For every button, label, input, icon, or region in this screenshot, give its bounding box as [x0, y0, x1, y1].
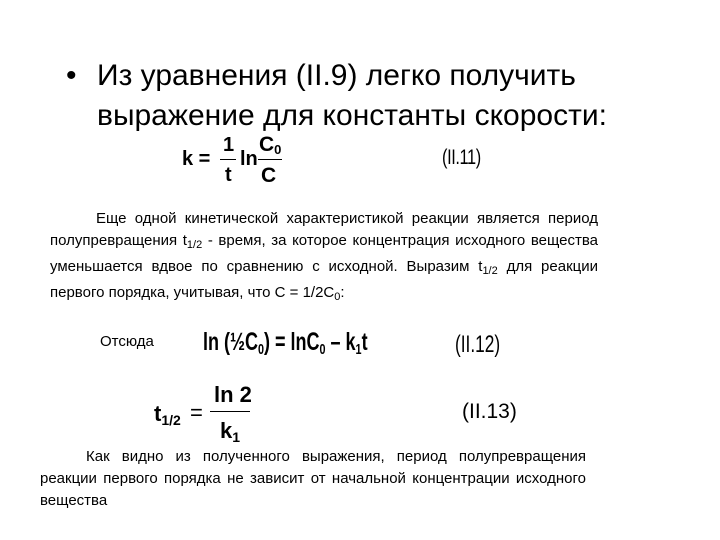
- formula-ii-12: $\ln (\frac{1}{2}C_0) = \ln C_0 - k_1t$: [203, 328, 368, 358]
- formula-11-frac1-denominator: t: [225, 164, 232, 186]
- fraction-bar: [258, 159, 282, 160]
- formula-11-frac2-numerator: $C_0$: [259, 133, 282, 157]
- bullet-marker: •: [66, 59, 77, 92]
- paragraph-half-life-definition: Еще одной кинетической характеристикой реакции является период полупревращения $t_{1/2}$ - время, за которое концентрация исходного вещества уменьшается вдвое по сравнению с исходной. Выразим $t_{1/2}$ для реакции первого порядка, учитывая, что $C = 1/2C_0$:: [50, 210, 598, 303]
- formula-13-lhs: $t_{1/2}$: [154, 401, 181, 428]
- equation-number-ii-11: (II.11): [442, 146, 481, 169]
- formula-ii-11: [170, 128, 310, 192]
- formula-ii-13: [150, 378, 280, 448]
- formula-13-numerator: ln 2: [214, 382, 252, 407]
- formula-11-ln: ln: [240, 148, 258, 170]
- paragraph-conclusion: Как видно из полученного выражения, период полупревращения реакции первого порядка не зависит от начальной концентрации исходного вещества: [40, 448, 586, 509]
- fraction-bar: [220, 159, 236, 160]
- fraction-bar: [210, 411, 250, 412]
- formula-13-equals: =: [190, 400, 203, 425]
- equation-number-ii-12: (II.12): [455, 331, 501, 358]
- label-otsyuda: Отсюда: [100, 333, 154, 350]
- formula-11-frac1-numerator: 1: [223, 134, 235, 156]
- slide-heading: Из уравнения (II.9) легко получить выражение для константы скорости:: [97, 59, 607, 132]
- equation-number-ii-13: (II.13): [462, 400, 517, 423]
- formula-13-denominator: $k_1$: [220, 418, 241, 445]
- formula-11-lhs: k =: [182, 148, 211, 170]
- formula-11-frac2-denominator: C: [261, 164, 277, 187]
